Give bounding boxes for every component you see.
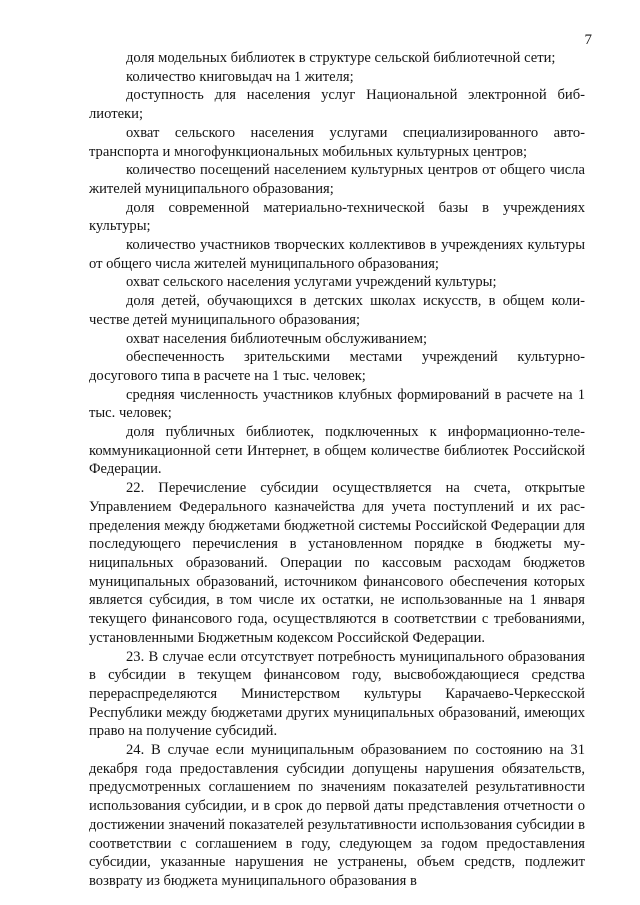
document-body xyxy=(89,49,585,891)
list-item-cultural-center-visits: количество посещений населением культурных центров от общего числа жителей муниципального образования; xyxy=(89,162,585,197)
page-number: 7 xyxy=(584,32,592,48)
list-item-seating: обеспеченность зрительскими местами учреждений культурно-досугового типа в расчете на 1 тыс. человек; xyxy=(89,349,585,384)
list-item-art-schools: доля детей, обучающихся в детских школах искусств, в общем количестве детей муниципального образования; xyxy=(89,293,585,328)
clause-24: 24. В случае если муниципальным образованием по состоянию на 31 декабря года предоставления субсидии допущены нарушения обязательств, предусмотренных соглашением по значениям показателей результативности использования субсидии, и в срок до первой даты представления отчетности о достижении значений показателей результативности использования субсидии в соответствии с соглашением в году, следующем за годом предоставления субсидии, указанные нарушения не устранены, объем средств, подлежит возврату из бюджета муниципального образования в xyxy=(89,742,585,889)
list-item-club-members: средняя численность участников клубных формирований в расчете на 1 тыс. человек; xyxy=(89,386,585,422)
list-item-book-loans: количество книговыдач на 1 жителя; xyxy=(126,68,354,85)
list-item-electronic-library: доступность для населения услуг Национальной электронной библиотеки; xyxy=(89,87,585,123)
clause-22: 22. Перечисление субсидии осуществляется на счета, открытые Управлением Федерального казначейства для учета поступлений и их распределения между бюджетами бюджетной системы Российской Федерации для последующего перечисления в установленном порядке в бюджеты муниципальных образований. Операции по кассовым расходам бюджетов муниципальных образований, источником финансового обеспечения которых является субсидия, в том числе их остатки, не использованные на 1 января текущего финансового года, осуществляются в соответствии с требованиями, установленными Бюджетным кодексом Российской Федерации. xyxy=(89,480,585,646)
list-item-creative-collectives: количество участников творческих коллективов в учреждениях культуры от общего числа жителей муниципального образования; xyxy=(89,237,585,272)
list-item-rural-coverage: охват сельского населения услугами учреждений культуры; xyxy=(126,274,497,291)
list-item-mobile-centers: охват сельского населения услугами специализированного автотранспорта и многофункциональных мобильных культурных центров; xyxy=(89,124,585,160)
clause-23: 23. В случае если отсутствует потребность муниципального образования в субсидии в текущем финансовом году, высвобождающиеся средства перераспределяются Министерством культуры Карачаево-Черкесской Республики между бюджетами других муниципальных образований, имеющих право на получение субсидий. xyxy=(89,648,585,740)
list-item-library-service: охват населения библиотечным обслуживанием; xyxy=(126,330,428,347)
list-item-material-base: доля современной материально-технической базы в учреждениях культуры; xyxy=(89,199,585,235)
list-item-model-libraries: доля модельных библиотек в структуре сельской библиотечной сети; xyxy=(126,50,556,66)
list-item-internet-libraries: доля публичных библиотек, подключенных к информационно-телекоммуникационной сети Интернет, в общем количестве библиотек Российской Федерации. xyxy=(89,424,585,478)
